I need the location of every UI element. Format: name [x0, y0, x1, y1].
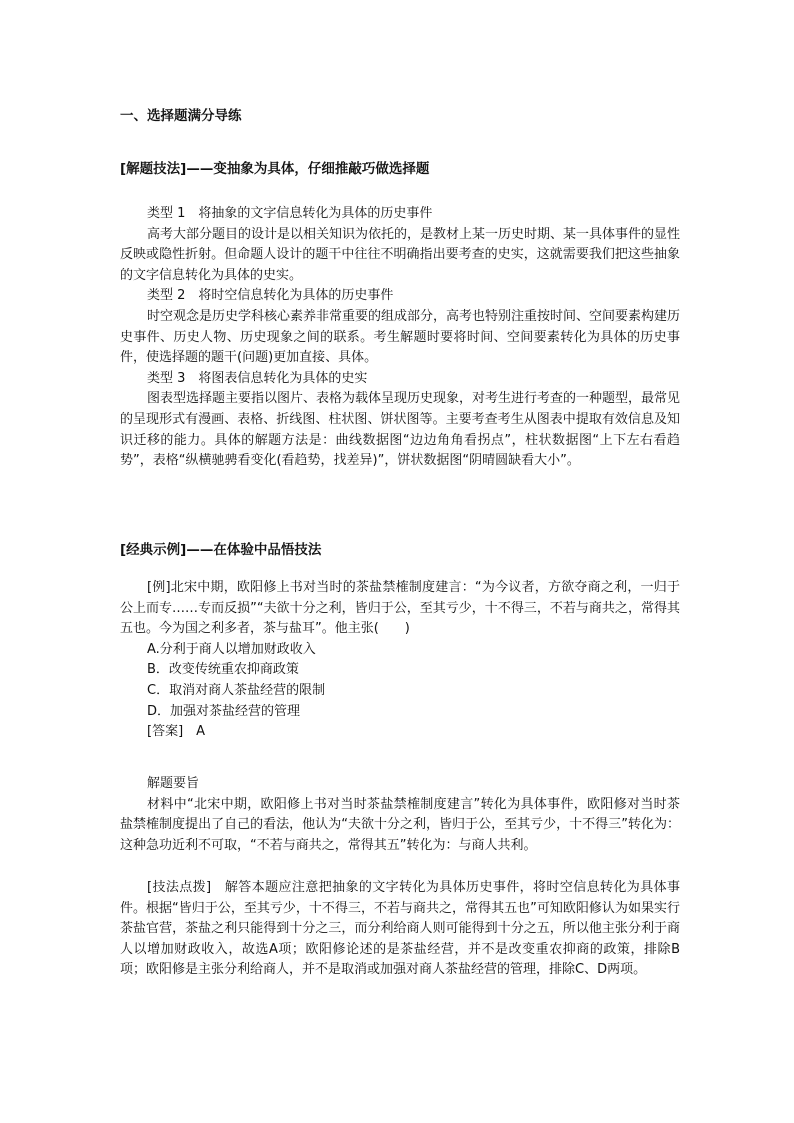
option-a: A.分利于商人以增加财政收入 — [147, 641, 316, 657]
option-d: D．加强对茶盐经营的管理 — [147, 703, 301, 719]
type-3-body: 图表型选择题主要指以图片、表格为载体呈现历史现象，对考生进行考查的一种题型，最常见的呈现形式有漫画、表格、折线图、柱状图、饼状图等。主要考查考生从图表中提取有效信息及知识迁移的能力。具体的解题方法是：曲线数据图“边边角角看拐点”，柱状数据图“上下左右看趋势”，表格“纵横驰骋看变化(看趋势，找差异)”，饼状数据图“阴晴圆缺看大小”。 — [120, 391, 681, 469]
example-block — [120, 578, 680, 743]
type-3-label: 类型 3 将图表信息转化为具体的史实 — [147, 370, 368, 386]
tips-block — [120, 878, 680, 981]
technique-types — [120, 204, 680, 472]
example-heading: [经典示例]——在体验中品悟技法 — [120, 542, 322, 558]
technique-heading-block — [120, 159, 680, 179]
example-question: [例]北宋中期，欧阳修上书对当时的茶盐禁榷制度建言：“为今议者，方欲夺商之利，一归于公上而专……专而反损”“夫欲十分之利，皆归于公，至其亏少，十不得三，不若与商共之，常得其五也。今为国之利多者，茶与盐耳”。他主张( ) — [120, 580, 680, 637]
type-1-body: 高考大部分题目的设计是以相关知识为依托的，是教材上某一历史时期、某一具体事件的显性反映或隐性折射。但命题人设计的题干中往往不明确指出要考查的史实，这就需要我们把这些抽象的文字信息转化为具体的史实。 — [120, 226, 681, 283]
answer: [答案] A — [147, 724, 206, 740]
example-heading-block — [120, 540, 680, 560]
section-title: 一、选择题满分导练 — [120, 108, 242, 124]
gist-title: 解题要旨 — [147, 776, 200, 791]
type-2-label: 类型 2 将时空信息转化为具体的历史事件 — [147, 288, 394, 304]
type-1-label: 类型 1 将抽象的文字信息转化为具体的历史事件 — [147, 206, 433, 221]
option-b: B．改变传统重农抑商政策 — [147, 662, 299, 678]
gist-block — [120, 774, 680, 856]
gist-body: 材料中“北宋中期，欧阳修上书对当时茶盐禁榷制度建言”转化为具体事件，欧阳修对当时茶盐禁榷制度提出了自己的看法，他认为“夫欲十分之利，皆归于公，至其亏少，十不得三”转化为：这种急功近利不可取，“不若与商共之，常得其五”转化为：与商人共利。 — [120, 796, 680, 853]
technique-heading: [解题技法]——变抽象为具体，仔细推敲巧做选择题 — [120, 161, 430, 177]
technique-tips: [技法点拨] 解答本题应注意把抽象的文字转化为具体历史事件，将时空信息转化为具体事件。根据“皆归于公，至其亏少，十不得三，不若与商共之，常得其五也”可知欧阳修认为如果实行茶盐官营，茶盐之利只能得到十分之三，而分利给商人则可能得到十分之五，所以他主张分利于商人以增加财政收入，故选A项；欧阳修论述的是茶盐经营，并不是改变重农抑商的政策，排除B项；欧阳修是主张分利给商人，并不是取消或加强对商人茶盐经营的管理，排除C、D两项。 — [120, 880, 680, 978]
option-c: C．取消对商人茶盐经营的限制 — [147, 682, 326, 698]
section-title-block — [120, 106, 680, 126]
type-2-body: 时空观念是历史学科核心素养非常重要的组成部分，高考也特别注重按时间、空间要素构建历史事件、历史人物、历史现象之间的联系。考生解题时要将时间、空间要素转化为具体的历史事件，使选择题的题干(问题)更加直接、具体。 — [120, 308, 681, 366]
